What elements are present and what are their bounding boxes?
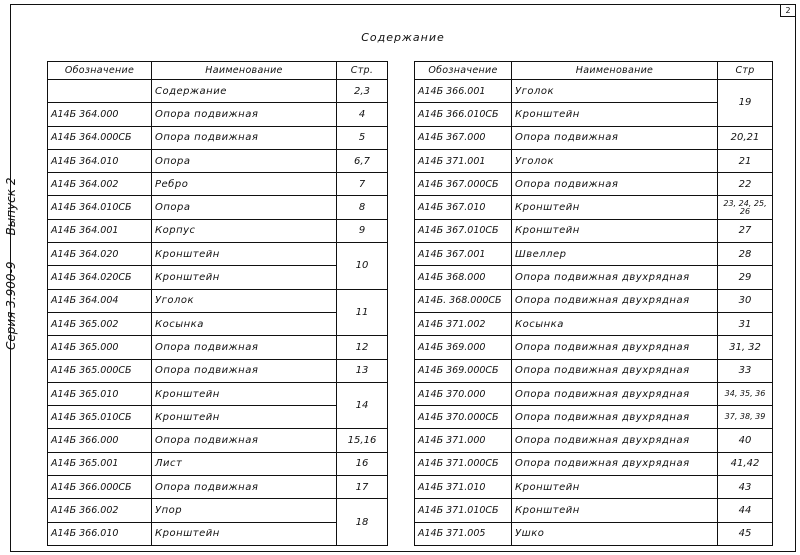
designation-cell: А14Б 365.010 [48,382,152,405]
page-cell: 18 [337,499,388,546]
table-row [415,452,773,475]
name-cell: Косынка [512,312,718,335]
table-row [48,219,388,242]
designation-cell: А14Б 367.010 [415,196,512,219]
designation-cell: А14Б 364.000 [48,103,152,126]
table-row [48,476,388,499]
header-name: Наименование [512,62,718,80]
name-cell: Кронштейн [512,499,718,522]
page-cell: 20,21 [718,126,773,149]
name-cell: Уголок [152,289,337,312]
name-cell: Опора подвижная [152,103,337,126]
page-cell: 16 [337,452,388,475]
name-cell: Опора подвижная [152,429,337,452]
designation-cell: А14Б 368.000 [415,266,512,289]
designation-cell: А14Б 365.010СБ [48,406,152,429]
name-cell: Кронштейн [152,266,337,289]
name-cell: Ушко [512,522,718,545]
designation-cell: А14Б 367.000СБ [415,173,512,196]
page-cell: 15,16 [337,429,388,452]
name-cell: Опора подвижная [512,126,718,149]
name-cell: Кронштейн [512,476,718,499]
page-cell: 4 [337,103,388,126]
table-row [48,452,388,475]
page-cell: 31 [718,312,773,335]
designation-cell: А14Б 370.000 [415,382,512,405]
designation-cell: А14Б 364.020 [48,243,152,266]
name-cell: Опора подвижная двухрядная [512,382,718,405]
header-name: Наименование [152,62,337,80]
table-row [48,103,388,126]
table-row [415,219,773,242]
name-cell: Опора подвижная [512,173,718,196]
designation-cell: А14Б 365.000СБ [48,359,152,382]
designation-cell: А14Б 365.001 [48,452,152,475]
page-cell: 34, 35, 36 [718,382,773,405]
name-cell: Опора подвижная [152,359,337,382]
table-row [48,336,388,359]
header-page: Стр. [337,62,388,80]
page-cell: 21 [718,149,773,172]
name-cell: Кронштейн [512,219,718,242]
name-cell: Опора подвижная двухрядная [512,359,718,382]
page-cell: 28 [718,243,773,266]
table-row [415,499,773,522]
designation-cell: А14Б 367.001 [415,243,512,266]
page-cell: 10 [337,243,388,290]
table-row [48,429,388,452]
designation-cell: А14Б 371.010 [415,476,512,499]
page-cell: 31, 32 [718,336,773,359]
name-cell: Упор [152,499,337,522]
designation-cell: А14Б 371.000СБ [415,452,512,475]
issue-label: Выпуск 2 [4,177,18,236]
designation-cell: А14Б 371.010СБ [415,499,512,522]
page-cell: 5 [337,126,388,149]
table-row [48,196,388,219]
table-row [415,522,773,545]
table-row [415,243,773,266]
designation-cell: А14Б 364.002 [48,173,152,196]
table-row [48,359,388,382]
table-row [415,80,773,103]
name-cell: Опора подвижная двухрядная [512,266,718,289]
table-row [415,126,773,149]
designation-cell: А14Б 366.010 [48,522,152,545]
table-row [415,312,773,335]
designation-cell: А14Б 365.000 [48,336,152,359]
designation-cell: А14Б 364.020СБ [48,266,152,289]
name-cell: Кронштейн [152,243,337,266]
page-cell: 19 [718,80,773,127]
designation-cell: А14Б 364.004 [48,289,152,312]
page-cell: 43 [718,476,773,499]
name-cell: Содержание [152,80,337,103]
name-cell: Опора подвижная двухрядная [512,336,718,359]
designation-cell: А14Б 367.010СБ [415,219,512,242]
name-cell: Кронштейн [512,196,718,219]
page-cell: 6,7 [337,149,388,172]
designation-cell: А14Б 366.002 [48,499,152,522]
name-cell: Опора подвижная [152,126,337,149]
table-row [48,289,388,312]
page-cell: 22 [718,173,773,196]
name-cell: Корпус [152,219,337,242]
page-cell: 7 [337,173,388,196]
page-cell: 8 [337,196,388,219]
name-cell: Кронштейн [512,103,718,126]
page-cell: 29 [718,266,773,289]
series-label: Серия 3.900-9 [4,261,18,350]
page-cell: 12 [337,336,388,359]
table-row [415,173,773,196]
header-page: Стр [718,62,773,80]
designation-cell: А14Б 371.002 [415,312,512,335]
header-designation: Обозначение [48,62,152,80]
designation-cell: А14Б 370.000СБ [415,406,512,429]
table-row [48,173,388,196]
table-row [48,126,388,149]
page-cell: 41,42 [718,452,773,475]
table-row [48,80,388,103]
table-row [48,382,388,405]
contents-table-left [47,61,388,546]
name-cell: Уголок [512,149,718,172]
table-row [415,382,773,405]
name-cell: Уголок [512,80,718,103]
designation-cell: А14Б 364.010 [48,149,152,172]
name-cell: Опора подвижная двухрядная [512,429,718,452]
table-row [415,476,773,499]
page-cell: 2,3 [337,80,388,103]
designation-cell [48,80,152,103]
name-cell: Опора подвижная двухрядная [512,406,718,429]
page-cell: 44 [718,499,773,522]
designation-cell: А14Б 369.000СБ [415,359,512,382]
designation-cell: А14Б 371.005 [415,522,512,545]
name-cell: Опора [152,196,337,219]
table-row [415,289,773,312]
table-row [415,406,773,429]
contents-table-right [414,61,773,546]
header-designation: Обозначение [415,62,512,80]
designation-cell: А14Б 366.001 [415,80,512,103]
page-cell: 23, 24, 25, 26 [718,196,773,219]
page-cell: 11 [337,289,388,336]
name-cell: Опора [152,149,337,172]
page-cell: 14 [337,382,388,429]
table-header [415,62,773,80]
name-cell: Кронштейн [152,406,337,429]
designation-cell: А14Б 366.010СБ [415,103,512,126]
page-cell: 33 [718,359,773,382]
page-cell: 13 [337,359,388,382]
page-cell: 45 [718,522,773,545]
page-title: Содержание [361,31,445,44]
page-cell: 37, 38, 39 [718,406,773,429]
table-row [415,336,773,359]
name-cell: Кронштейн [152,382,337,405]
designation-cell: А14Б. 368.000СБ [415,289,512,312]
page-cell: 17 [337,476,388,499]
designation-cell: А14Б 364.001 [48,219,152,242]
side-stamp [4,120,26,350]
name-cell: Опора подвижная [152,336,337,359]
sheet-number: 2 [780,5,795,17]
table-row [415,149,773,172]
name-cell: Швеллер [512,243,718,266]
table-row [48,149,388,172]
designation-cell: А14Б 365.002 [48,312,152,335]
name-cell: Кронштейн [152,522,337,545]
table-row [48,499,388,522]
page-cell: 30 [718,289,773,312]
designation-cell: А14Б 371.001 [415,149,512,172]
table-row [415,196,773,219]
name-cell: Опора подвижная [152,476,337,499]
table-row [415,359,773,382]
designation-cell: А14Б 371.000 [415,429,512,452]
table-row [48,243,388,266]
designation-cell: А14Б 364.000СБ [48,126,152,149]
designation-cell: А14Б 366.000СБ [48,476,152,499]
name-cell: Ребро [152,173,337,196]
designation-cell: А14Б 367.000 [415,126,512,149]
page-cell: 9 [337,219,388,242]
designation-cell: А14Б 369.000 [415,336,512,359]
name-cell: Опора подвижная двухрядная [512,452,718,475]
table-row [415,266,773,289]
designation-cell: А14Б 364.010СБ [48,196,152,219]
table-header [48,62,388,80]
designation-cell: А14Б 366.000 [48,429,152,452]
page-cell: 27 [718,219,773,242]
name-cell: Лист [152,452,337,475]
name-cell: Косынка [152,312,337,335]
name-cell: Опора подвижная двухрядная [512,289,718,312]
table-row [415,429,773,452]
page-cell: 40 [718,429,773,452]
